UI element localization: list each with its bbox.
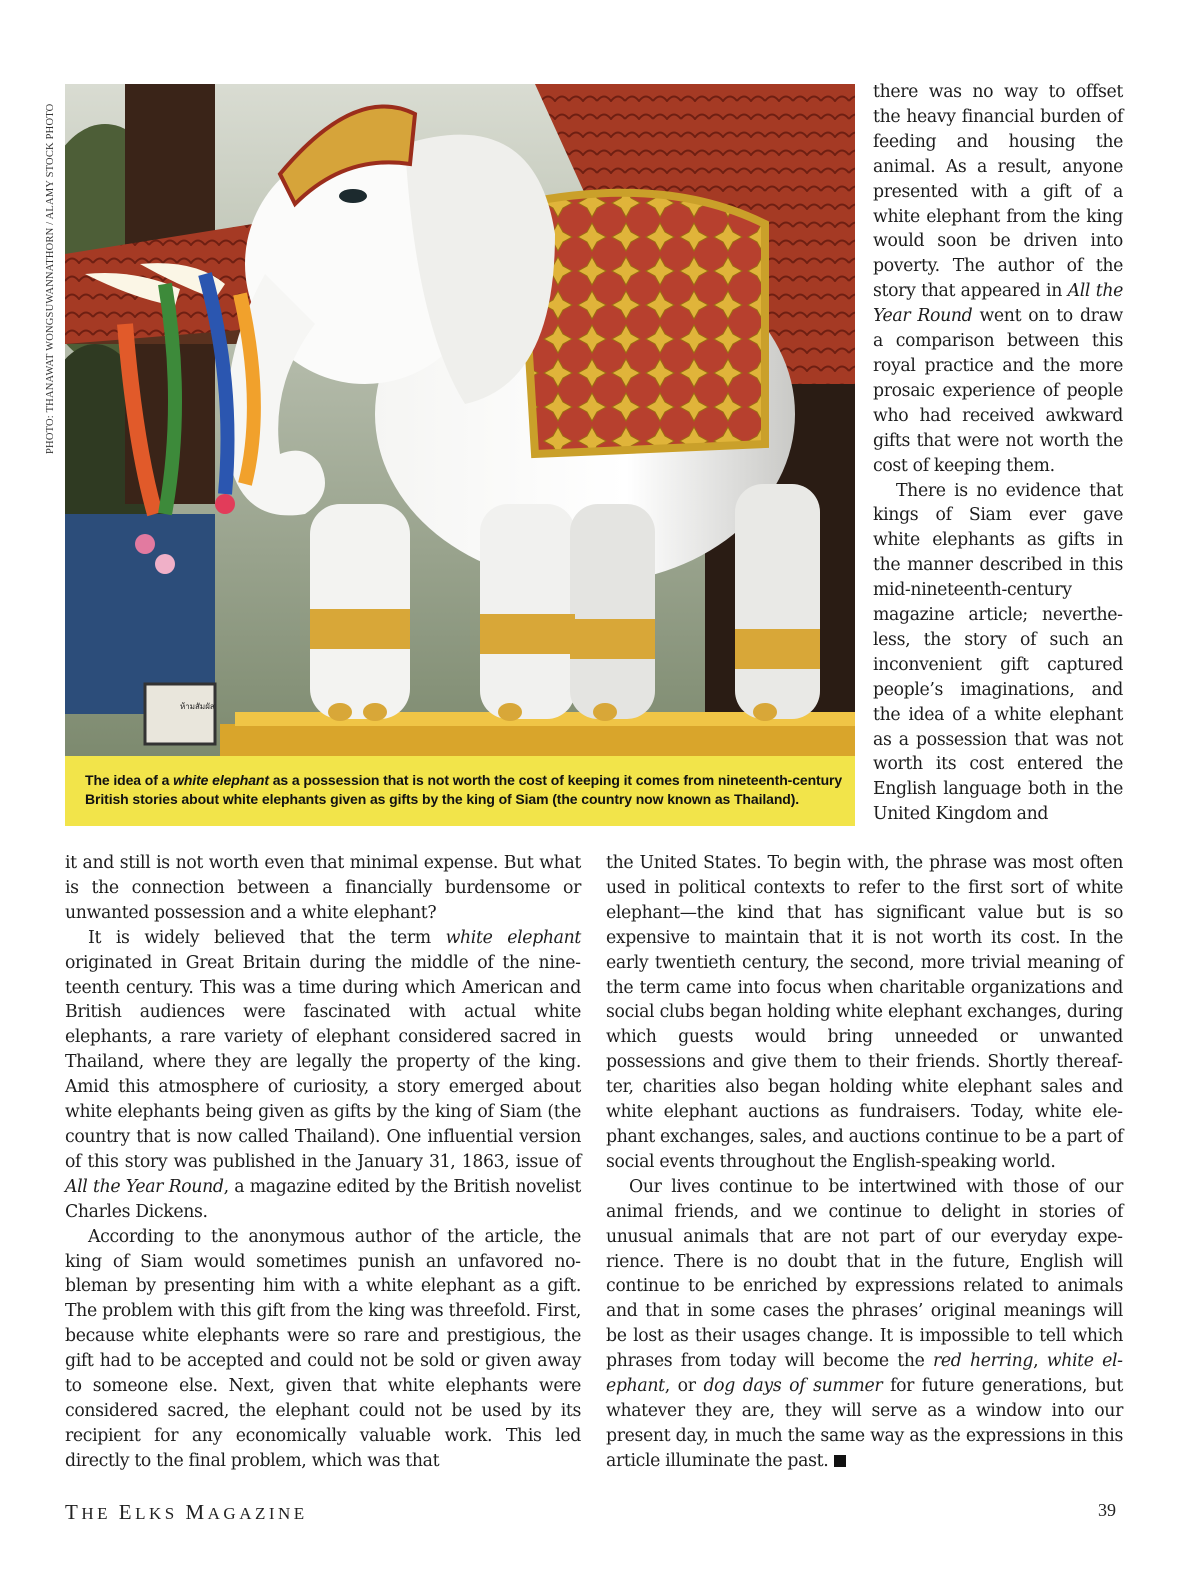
page-number: 39 [1098,1500,1116,1520]
paragraph: According to the anonymous author of the article, the king of Siam would sometimes punish an unfavored nobleman by presenting him with a white elephant as a gift. The problem with this gift from the king was threefold. First, because white elephants were so rare and prestigious, the gift had to be accepted and could not be sold or given away to someone else. Next, given that white elephants were considered sacred, the elephant could not be used by its recipient for any economically valuable work. This led directly to the final problem, which was that [65,1226,581,1471]
right-column [606,851,1123,1474]
term-white-elephant: white elephant [445,927,581,948]
magazine-title: All the Year Round [65,1176,224,1197]
white-elephant-photo [65,84,855,756]
paragraph: the United States. To begin with, the phrase was most often used in political contexts to refer to the first sort of white elephant—the kind that has significant value but is so expensive to maintain that it is not worth its cost. In the early twentieth century, the second, more trivial meaning of the term came into focus when charitable organizations and social clubs began holding white elephant exchanges, during which guests would bring unneeded or unwanted possessions and give them to their friends. Shortly thereafter, charities also began holding white elephant sales and white elephant auctions as fundraisers. Today, white elephant exchanges, sales, and auctions continue to be a part of social events throughout the English-speaking world. [606,853,1123,1172]
magazine-name: THE ELKS MAGAZINE [65,1500,308,1524]
end-mark-icon [834,1455,846,1467]
paragraph: it and still is not worth even that minimal expense. But what is the connection between a financially burdensome or unwanted possession and a white elephant? [65,853,581,923]
paragraph: Our lives continue to be intertwined with those of our animal friends, and we continue to delight in stories of unusual animals that are not part of our everyday experience. There is no doubt that in the future, English will continue to be enriched by expressions related to animals and that in some cases the phrases’ original meanings will be lost as their usages change. It is impossible to tell which phrases from today will become the red herring, white elephant, or dog days of summer for future generations, but whatever they are, they will serve as a window into our present day, in much the same way as the expressions in this article illuminate the past. [606,1176,1123,1471]
right-column-top [873,80,1123,827]
left-column [65,851,581,1474]
magazine-title: All the Year Round [873,281,1123,327]
caption-term: white elephant [173,772,269,788]
photo-caption-box [65,756,855,826]
paragraph: It is widely believed that the term white elephant originated in Great Britain during the middle of the nineteenth century. This was a time during which American and British audiences were fascinated with actual white elephants, a rare variety of elephant considered sacred in Thailand, where they are legally the property of the king. Amid this atmosphere of curiosity, a story emerged about white elephants being given as gifts by the king of Siam (the country that is now called Thailand). One influential version of this story was published in the January 31, 1863, issue of All the Year Round, a magazine edited by the British novelist Charles Dickens. [65,927,581,1222]
photo-caption: The idea of a white elephant as a possession that is not worth the cost of keeping it comes from nineteenth-century British stories about white elephants given as gifts by the king of Siam (the country now known as Thailand). [85,772,843,807]
sign-text: ห้ามสัมผัส [180,702,215,711]
paragraph: There is no evidence that kings of Siam ever gave white elephants as gifts in the manner described in this mid-nineteenth-century magazine article; nevertheless, the story of such an inconvenient gift captured people’s imaginations, and the idea of a white elephant as a possession that was not worth its cost entered the English language both in the United Kingdom and [873,480,1123,825]
photo-credit [45,88,59,454]
photo-credit-text: PHOTO: THANAWAT WONGSUWANNATHORN / ALAMY STOCK PHOTO [45,103,56,454]
paragraph: there was no way to offset the heavy financial burden of feeding and housing the animal. As a result, anyone presented with a gift of a white elephant from the king would soon be driven into poverty. The author of the story that appeared in All the Year Round went on to draw a comparison between this royal practice and the more prosaic experience of people who had received awkward gifts that were not worth the cost of keeping them. [873,82,1123,476]
